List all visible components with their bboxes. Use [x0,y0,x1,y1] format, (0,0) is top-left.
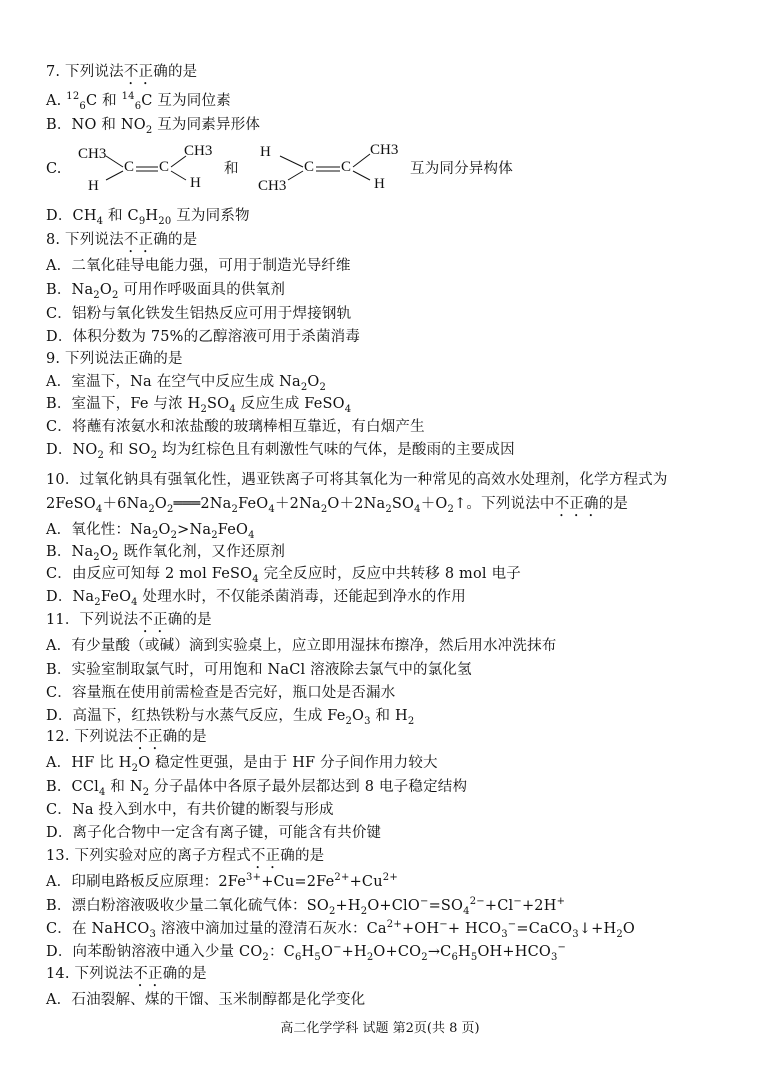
q13-option-d: D．向苯酚钠溶液中通入少量 $CO_2$：$C_6H_5O^-+H_2O+CO_2\to C_6H_5OH+HCO_3^-$ [46,942,567,963]
q12-option-a: A．HF 比 $H_2O$ 稳定性更强，是由于 HF 分子间作用力较大 [46,755,438,774]
page-footer: 高二化学学科 试题 第2页(共 8 页) [280,1021,480,1036]
q14-option-a: A．石油裂解、煤的干馏、玉米制醇都是化学变化 [46,992,366,1008]
q7-option-a: A. $^{12}_6$C 和 $^{14}_6$C 互为同位素 [46,91,231,112]
q12-option-b: B．CCl$_4$ 和 $N_2$ 分子晶体中各原子最外层都达到 8 电子稳定结构 [46,779,468,798]
q12-stem: 12. 下列说法不正确的是 [46,729,207,745]
and-text: 和 [224,161,239,177]
struct1-bottom-left: H [88,178,99,194]
q13-option-b: B．漂白粉溶液吸收少量二氧化硫气体：$SO_2+H_2O+ClO^-=SO_4^{2-}+Cl^-+2H^+$ [46,896,566,917]
q10-equation: $2FeSO_4+6Na_2O_2═══2Na_2FeO_4+2Na_2O+2Na_2SO_4+O_2↑$。下列说法中不正确的是 [46,496,629,515]
structure-formula-1 [78,140,223,198]
struct2-top-right: CH3 [370,142,399,158]
q8-option-c: C．铝粉与氧化铁发生铝热反应可用于焊接钢轨 [46,306,352,322]
q11-option-c: C．容量瓶在使用前需检查是否完好，瓶口处是否漏水 [46,685,396,701]
q11-option-b: B．实验室制取氯气时，可用饱和 NaCl 溶液除去氯气中的氯化氢 [46,662,472,678]
q14-stem: 14. 下列说法不正确的是 [46,966,207,982]
q10-stem-line1: 10．过氧化钠具有强氧化性，遇亚铁离子可将其氧化为一种常见的高效水处理剂，化学方程式为 [46,472,668,488]
struct2-bottom-left: CH3 [258,178,287,194]
q10-option-a: A．氧化性：$Na_2O_2>Na_2FeO_4$ [46,522,255,541]
struct2-carbon-1: C [304,159,315,175]
q11-stem: 11．下列说法不正确的是 [46,612,212,628]
q7-stem: 7. 下列说法不正确的是 [46,64,198,80]
struct2-bottom-right: H [374,176,385,192]
struct1-top-left: CH3 [78,146,107,162]
q13-stem: 13. 下列实验对应的离子方程式不正确的是 [46,848,325,864]
q10-option-b: B．$Na_2O_2$ 既作氧化剂，又作还原剂 [46,544,286,563]
q9-stem: 9. 下列说法正确的是 [46,351,183,367]
q8-option-a: A．二氧化硅导电能力强，可用于制造光导纤维 [46,258,351,274]
struct2-top-left: H [260,144,271,160]
q8-option-d: D．体积分数为 75%的乙醇溶液可用于杀菌消毒 [46,329,361,345]
q11-option-d: D．高温下，红热铁粉与水蒸气反应，生成 $Fe_2O_3$ 和 $H_2$ [46,708,415,727]
q8-stem: 8. 下列说法不正确的是 [46,232,198,248]
struct1-bottom-right: H [190,175,201,191]
q9-option-a: A．室温下，Na 在空气中反应生成 $Na_2O_2$ [46,374,327,393]
q13-option-a: A．印刷电路板反应原理：$2Fe^{3+}+Cu=2Fe^{2+}+Cu^{2+}$ [46,872,398,890]
q10-option-c: C．由反应可知每 2 mol FeSO$_4$ 完全反应时，反应中共转移 8 mol 电子 [46,566,521,585]
q7-option-c-tail: 互为同分异构体 [410,161,513,177]
struct1-carbon-1: C [124,159,135,175]
struct2-carbon-2: C [341,159,352,175]
q7-option-d: D．$CH_4$ 和 $C_9H_{20}$ 互为同系物 [46,208,250,227]
q8-option-b: B．$Na_2O_2$ 可用作呼吸面具的供氧剂 [46,282,286,301]
q7-option-b: B．NO 和 $NO_2$ 互为同素异形体 [46,117,261,136]
q9-option-c: C．将蘸有浓氨水和浓盐酸的玻璃棒相互靠近，有白烟产生 [46,419,425,435]
q13-option-c: C．在 NaHCO$_3$ 溶液中滴加过量的澄清石灰水：$Ca^{2+}+OH^-+$ $HCO_3^-=CaCO_3↓+H_2O$ [46,919,636,940]
struct1-carbon-2: C [159,159,170,175]
q9-option-d: D．$NO_2$ 和 $SO_2$ 均为红棕色且有刺激性气味的气体，是酸雨的主要成因 [46,442,515,461]
q12-option-c: C．Na 投入到水中，有共价键的断裂与形成 [46,802,334,818]
q12-option-d: D．离子化合物中一定含有离子键，可能含有共价键 [46,825,382,841]
structure-formula-2 [258,140,408,198]
q9-option-b: B．室温下，Fe 与浓 $H_2SO_4$ 反应生成 FeSO$_4$ [46,396,352,415]
q11-option-a: A．有少量酸（或碱）滴到实验桌上，应立即用湿抹布擦净，然后用水冲洗抹布 [46,638,557,654]
struct1-top-right: CH3 [184,143,213,159]
q10-option-d: D．$Na_2FeO_4$ 处理水时，不仅能杀菌消毒，还能起到净水的作用 [46,589,466,608]
q7-option-c-label: C. [46,161,62,177]
